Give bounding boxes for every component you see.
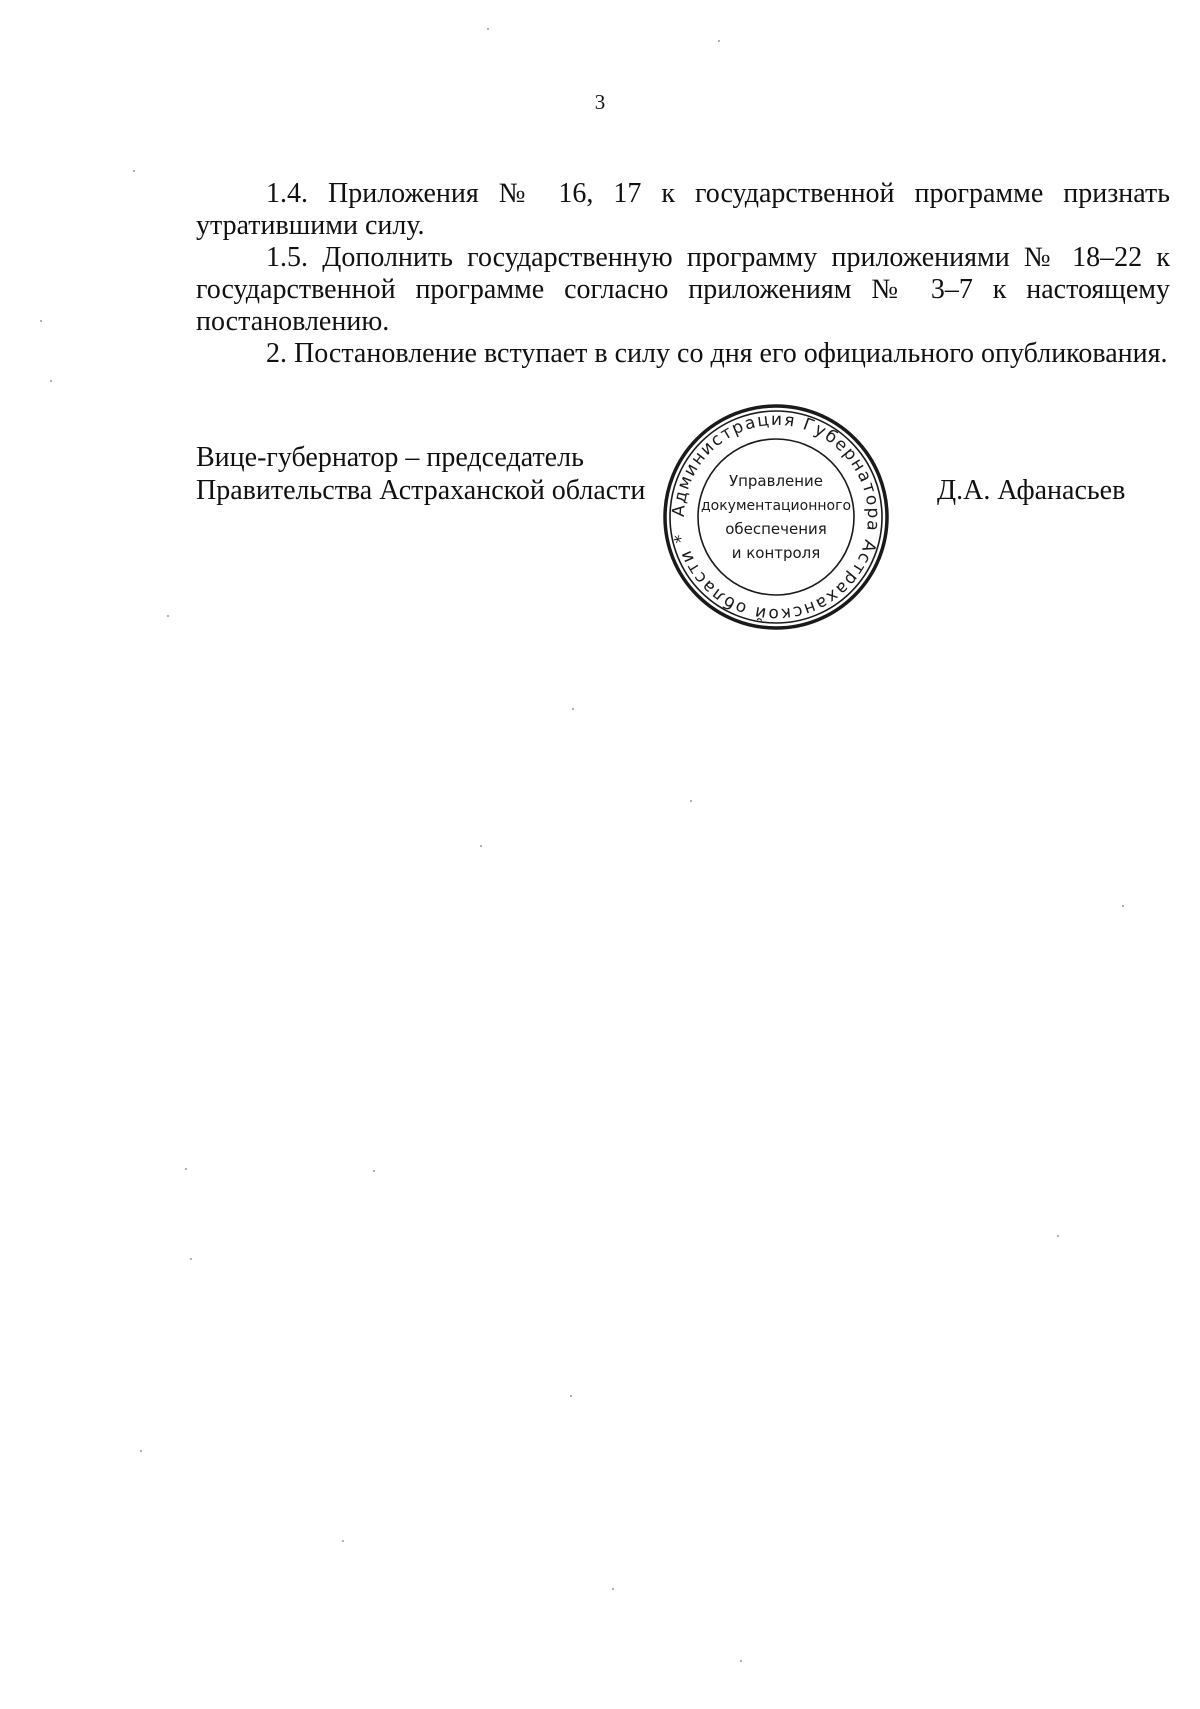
scan-speck (570, 1395, 572, 1397)
scan-speck (133, 170, 135, 172)
signatory-position-line-1: Вице-губернатор – председатель (196, 442, 584, 473)
scan-speck (140, 1450, 142, 1452)
scan-speck (740, 1660, 742, 1662)
scan-speck (480, 845, 482, 847)
scan-speck (718, 40, 720, 42)
scan-speck (50, 380, 52, 382)
document-body (196, 178, 1170, 370)
signatory-position (196, 441, 645, 507)
stamp-ring-text: Администрация Губернатора Астраханской области * (668, 409, 884, 625)
scan-speck (487, 28, 489, 30)
page-number: 3 (594, 90, 606, 114)
scan-speck (373, 1170, 375, 1172)
scan-speck (40, 320, 42, 322)
stamp-center-line-1: Управление (728, 472, 824, 490)
scan-speck (1057, 1235, 1059, 1237)
paragraph-2: 2. Постановление вступает в силу со дня его официального опубликования. (266, 338, 1168, 369)
scan-speck (690, 800, 692, 802)
scan-speck (1122, 905, 1124, 907)
stamp-center-line-4: и контроля (731, 544, 821, 562)
paragraph-1-4: 1.4. Приложения № 16, 17 к государственной программе признать утратившими силу. (196, 178, 1170, 241)
scan-speck (612, 1588, 614, 1590)
scan-speck (572, 708, 574, 710)
scan-speck (342, 1540, 344, 1542)
official-seal-stamp (661, 402, 891, 632)
scan-speck (167, 615, 169, 617)
stamp-inner-ring (698, 439, 854, 595)
stamp-center-line-3: обеспечения (725, 520, 827, 538)
scan-speck (185, 1168, 187, 1170)
paragraph-1-5: 1.5. Дополнить государственную программу приложениями № 18–22 к государственной программе согласно приложениям № 3–7 к настоящему постановлению. (196, 242, 1170, 337)
stamp-center-line-2: документационного (700, 498, 852, 514)
signatory-position-line-2: Правительства Астраханской области (196, 475, 646, 506)
signatory-name: Д.А. Афанасьев (937, 475, 1126, 506)
scan-speck (190, 1258, 192, 1260)
